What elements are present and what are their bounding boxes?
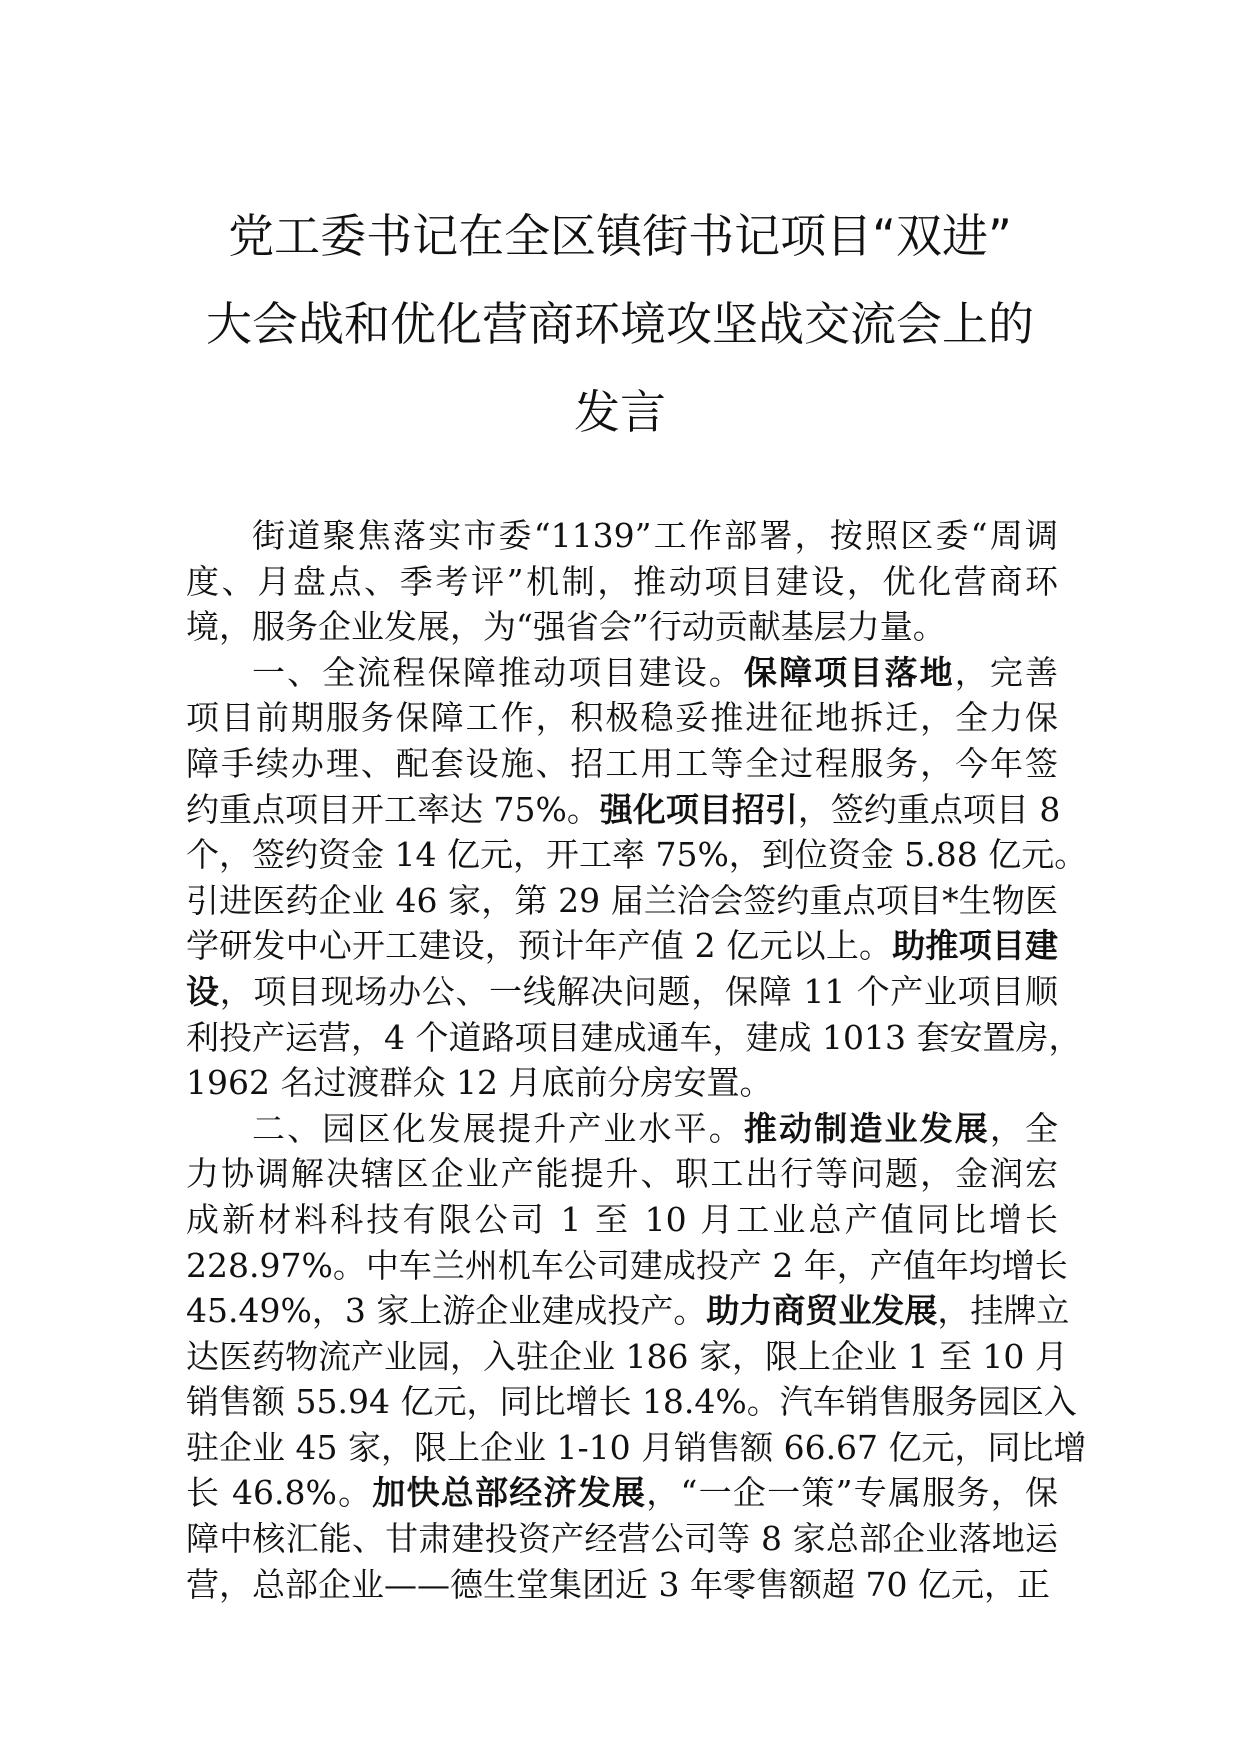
body-text: 学研发中心开工建设，预计年产值 2 亿元以上。	[186, 926, 893, 966]
body-text: 达医药物流产业园，入驻企业 186 家，限上企业 1 至 10 月	[186, 1336, 1068, 1376]
document-title	[160, 192, 1080, 456]
bold-heading-text: 助推项目建	[892, 926, 1059, 966]
text-line	[186, 1060, 1058, 1106]
text-line	[186, 604, 1058, 650]
text-line	[186, 1197, 1058, 1243]
body-text: 力协调解决辖区企业产能提升、职工出行等问题，金润宏	[186, 1154, 1058, 1194]
text-line	[186, 1243, 1068, 1289]
body-text: 利投产运营，4 个道路项目建成通车，建成 1013 套安置房，	[186, 1017, 1082, 1057]
text-line	[186, 513, 1058, 559]
body-text: 个，签约资金 14 亿元，开工率 75%，到位资金 5.88 亿元。	[186, 835, 1088, 875]
text-line	[186, 1015, 1082, 1061]
text-line	[186, 741, 1058, 787]
body-text: ，全	[989, 1108, 1059, 1148]
paragraph	[186, 650, 1088, 1106]
text-line	[186, 559, 1058, 605]
title-line: 党工委书记在全区镇街书记项目“双进”	[228, 209, 1012, 263]
body-text: 45.49%，3 家上游企业建成投产。	[186, 1291, 707, 1331]
paragraph	[186, 513, 1058, 650]
bold-heading-text: 强化项目招引	[599, 789, 798, 829]
body-text: 一、全流程保障推动项目建设。	[252, 652, 744, 692]
body-text: 1962 名过渡群众 12 月底前分房安置。	[186, 1063, 773, 1103]
body-text: 驻企业 45 家，限上企业 1-10 月销售额 66.67 亿元，同比增	[186, 1427, 1087, 1467]
text-line	[186, 1516, 1058, 1562]
body-text: 障手续办理、配套设施、招工用工等全过程服务，今年签	[186, 743, 1058, 783]
body-text: 约重点项目开工率达 75%。	[186, 789, 600, 829]
text-line	[186, 787, 1061, 833]
text-line	[186, 832, 1088, 878]
text-line	[186, 1288, 1070, 1334]
body-text: 境，服务企业发展，为“强省会”行动贡献基层力量。	[186, 607, 946, 647]
text-line	[186, 1334, 1068, 1380]
body-text: 营，总部企业——德生堂集团近 3 年零售额超 70 亿元，正	[186, 1564, 1050, 1604]
paragraph	[186, 1106, 1087, 1608]
body-text: ，“一企一策”专属服务，保	[646, 1473, 1058, 1513]
text-line	[186, 1106, 1058, 1152]
body-text: 项目前期服务保障工作，积极稳妥推进征地拆迁，全力保	[186, 698, 1058, 738]
title-line: 大会战和优化营商环境攻坚战交流会上的	[206, 297, 1034, 351]
body-text: ，项目现场办公、一线解决问题，保障 11 个产业项目顺	[219, 971, 1058, 1011]
bold-heading-text: 推动制造业发展	[743, 1108, 990, 1148]
text-line	[186, 923, 1058, 969]
title-line: 发言	[574, 385, 666, 439]
text-line	[186, 1425, 1087, 1471]
bold-heading-text: 助力商贸业发展	[706, 1291, 938, 1331]
bold-heading-text: 保障项目落地	[743, 652, 955, 692]
bold-heading-text: 设	[186, 971, 220, 1011]
body-text: 障中核汇能、甘肃建投资产经营公司等 8 家总部企业落地运	[186, 1519, 1058, 1559]
text-line	[186, 1562, 1058, 1608]
text-line	[186, 1151, 1058, 1197]
body-text: ，完善	[954, 652, 1059, 692]
body-text: 度、月盘点、季考评”机制，推动项目建设，优化营商环	[186, 561, 1058, 601]
document-body	[186, 513, 1088, 1607]
text-line	[186, 650, 1058, 696]
body-text: 成新材料科技有限公司 1 至 10 月工业总产值同比增长	[186, 1199, 1058, 1239]
text-line	[186, 695, 1058, 741]
text-line	[186, 878, 1058, 924]
body-text: 销售额 55.94 亿元，同比增长 18.4%。汽车销售服务园区入	[186, 1382, 1077, 1422]
body-text: 二、园区化发展提升产业水平。	[252, 1108, 744, 1148]
body-text: ，挂牌立	[937, 1291, 1070, 1331]
body-text: 引进医药企业 46 家，第 29 届兰洽会签约重点项目*生物医	[186, 880, 1058, 920]
body-text: 街道聚焦落实市委“1139”工作部署，按照区委“周调	[252, 516, 1058, 555]
bold-heading-text: 加快总部经济发展	[372, 1473, 647, 1513]
body-text: 228.97%。中车兰州机车公司建成投产 2 年，产值年均增长	[186, 1245, 1068, 1285]
body-text: ，签约重点项目 8	[797, 789, 1061, 829]
body-text: 长 46.8%。	[186, 1473, 373, 1513]
text-line	[186, 1470, 1058, 1516]
text-line	[186, 1379, 1077, 1425]
text-line	[186, 969, 1058, 1015]
